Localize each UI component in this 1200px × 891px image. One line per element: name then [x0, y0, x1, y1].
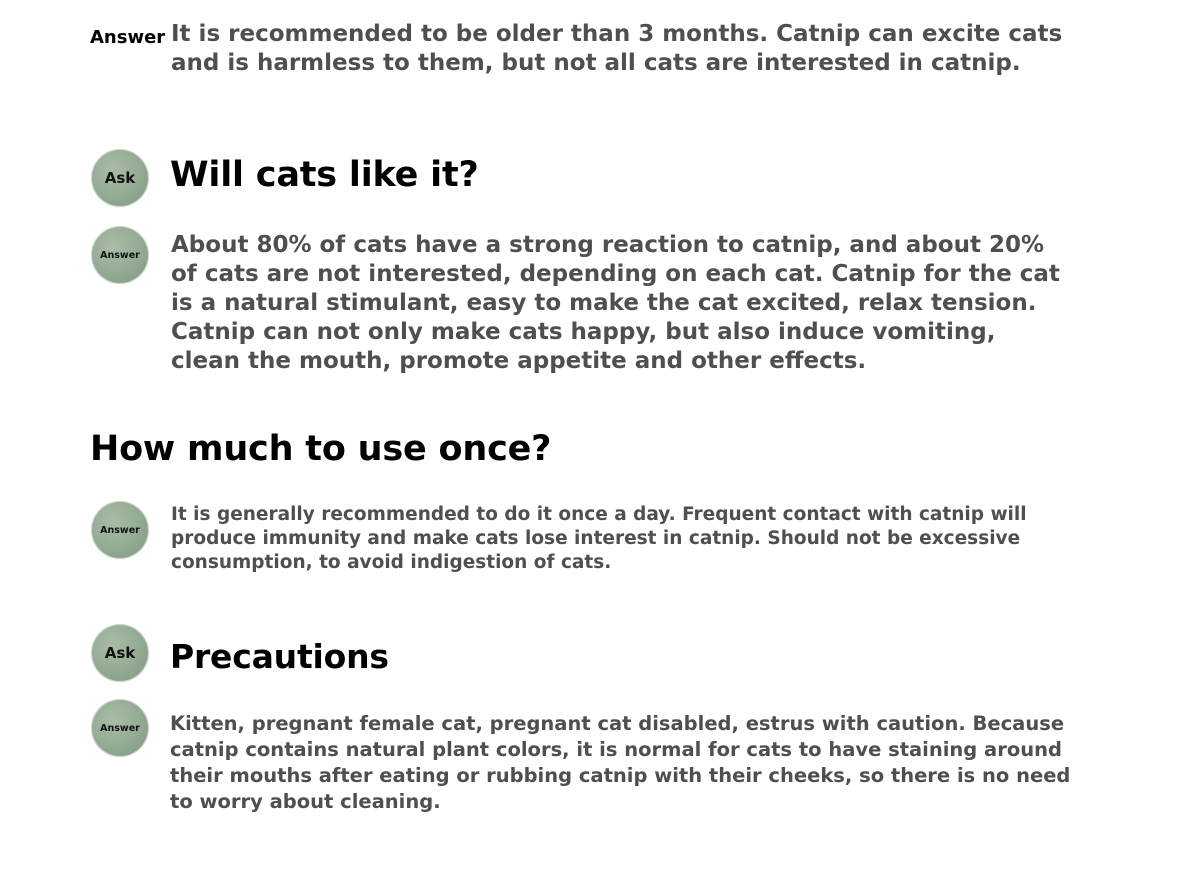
answer-text-age: It is recommended to be older than 3 months. Catnip can excite cats and is harmless to them, but not all cats are interested in catnip. [171, 21, 1063, 76]
answer-badge-label: Answer [100, 249, 140, 261]
answer-text-amount: It is generally recommended to do it once a day. Frequent contact with catnip will produce immunity and make cats lose interest in catnip. Should not be excessive consumption, to avoid indigestion of cats. [171, 504, 1027, 573]
answer-badge-label: Answer [100, 524, 140, 536]
question-heading-precautions: Precautions [170, 637, 389, 676]
ask-badge-label: Ask [104, 644, 136, 662]
answer-badge [92, 227, 148, 283]
question-heading-like: Will cats like it? [170, 155, 479, 195]
answer-badge [92, 700, 148, 756]
ask-badge-label: Ask [104, 169, 136, 187]
ask-badge [92, 150, 148, 206]
answer-badge-label: Answer [100, 722, 140, 734]
answer-label: Answer [90, 27, 166, 48]
answer-text-like: About 80% of cats have a strong reaction to catnip, and about 20% of cats are not interested, depending on each cat. Catnip for the cat is a natural stimulant, easy to make the cat excited, relax tension. Catnip can not only make cats happy, but also induce vomiting, clean the mouth, promote appetite and other effects. [171, 232, 1060, 374]
question-heading-amount: How much to use once? [90, 429, 552, 469]
answer-badge [92, 502, 148, 558]
ask-badge [92, 625, 148, 681]
answer-text-precautions: Kitten, pregnant female cat, pregnant cat disabled, estrus with caution. Because catnip contains natural plant colors, it is normal for cats to have staining around their mouths after eating or rubbing catnip with their cheeks, so there is no need to worry about cleaning. [170, 712, 1071, 813]
